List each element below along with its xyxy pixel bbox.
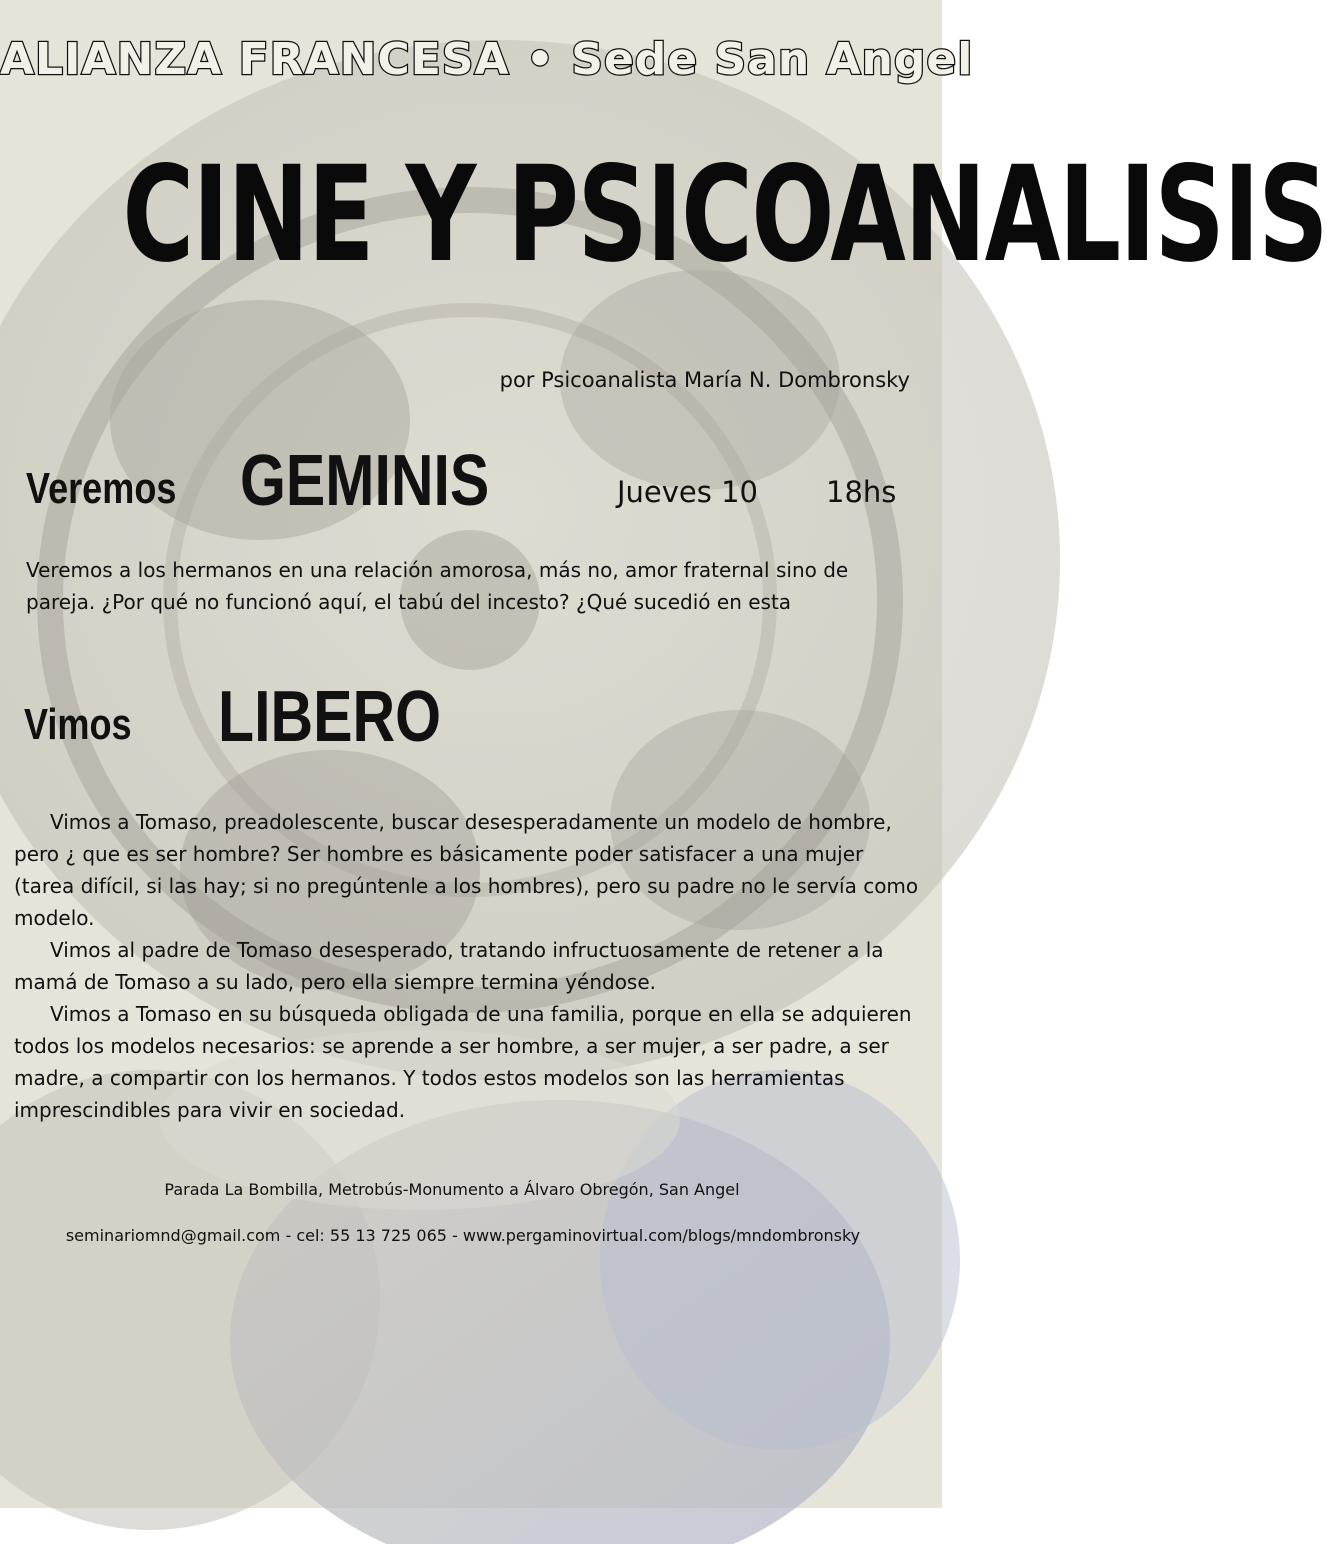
upcoming-film-title: GEMINIS <box>240 441 490 521</box>
upcoming-film-description: Veremos a los hermanos en una relación amorosa, más no, amor fraternal sino de pareja. ¿Por qué no funcionó aquí, el tabú del incesto? ¿Qué sucedió en esta <box>26 558 849 614</box>
screening-time: 18hs <box>826 475 897 509</box>
previous-label: Vimos <box>24 700 132 749</box>
upcoming-label: Veremos <box>26 464 177 513</box>
description-paragraph: Vimos a Tomaso en su búsqueda obligada de una familia, porque en ella se adquieren todos los modelos necesarios: se aprende a ser hombre, a ser mujer, a ser padre, a ser madre, a compartir con los hermanos. Y todos estos modelos son las herramientas imprescindibles para vivir en sociedad. <box>14 1002 912 1122</box>
author-credit: por Psicoanalista María N. Dombronsky <box>499 368 910 392</box>
header-title: ALIANZA FRANCESA • Sede San Angel <box>0 34 974 85</box>
venue-location: Parada La Bombilla, Metrobús-Monumento a Álvaro Obregón, San Angel <box>164 1180 740 1199</box>
previous-film-title: LIBERO <box>218 677 442 757</box>
screening-date: Jueves 10 <box>617 475 759 509</box>
contact-info: seminariomnd@gmail.com - cel: 55 13 725 065 - www.pergaminovirtual.com/blogs/mndombronsky <box>65 1226 861 1245</box>
description-paragraph: Vimos a Tomaso, preadolescente, buscar desesperadamente un modelo de hombre, pero ¿ que es ser hombre? Ser hombre es básicamente poder satisfacer a una mujer (tarea difícil, si las hay; si no pregúntenle a los hombres), pero su padre no le servía como modelo. <box>14 810 919 930</box>
main-title: CINE Y PSICOANALISIS <box>122 138 1327 292</box>
previous-film-description <box>14 806 928 1126</box>
description-paragraph: Vimos al padre de Tomaso desesperado, tratando infructuosamente de retener a la mamá de Tomaso a su lado, pero ella siempre termina yéndose. <box>14 938 884 994</box>
